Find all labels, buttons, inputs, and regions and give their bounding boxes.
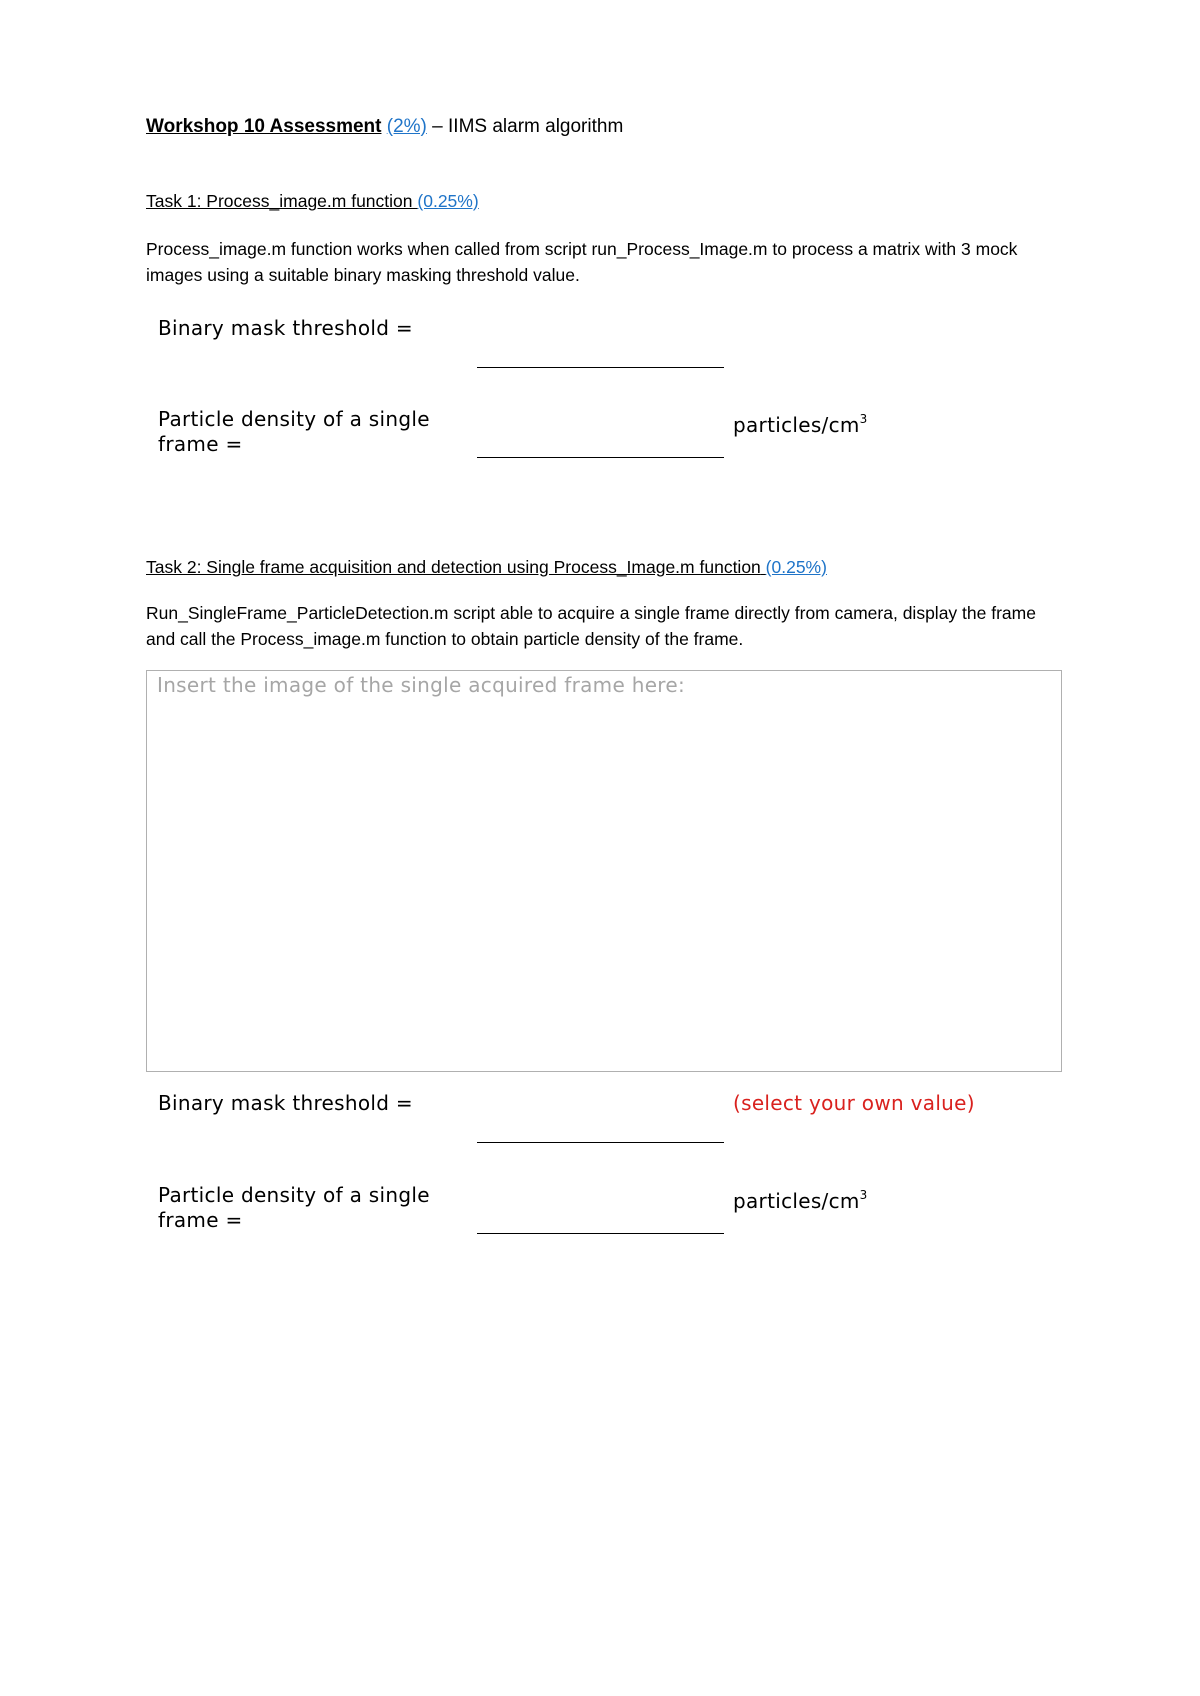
task2-density-unit <box>733 1183 868 1214</box>
task1-density-label: Particle density of a single frame = <box>158 407 430 456</box>
task1-density-unit <box>733 407 868 438</box>
document-title <box>146 116 623 138</box>
assessment-title: Workshop 10 Assessment <box>146 116 382 137</box>
image-placeholder-text: Insert the image of the single acquired frame here: <box>157 673 686 697</box>
image-insert-box[interactable] <box>146 670 1062 1072</box>
task2-unit-exponent: 3 <box>859 1188 868 1202</box>
task2-density-field[interactable] <box>477 1233 724 1234</box>
task2-threshold-field[interactable] <box>477 1142 724 1143</box>
assessment-subtitle: IIMS alarm algorithm <box>448 116 624 137</box>
task2-density-label: Particle density of a single frame = <box>158 1183 430 1232</box>
task1-density-field[interactable] <box>477 457 724 458</box>
task1-threshold-label: Binary mask threshold = <box>158 316 413 340</box>
task2-heading-text: Task 2: Single frame acquisition and detection using Process_Image.m function <box>146 557 761 577</box>
task2-unit-text: particles/cm <box>733 1189 860 1213</box>
task2-weight: (0.25%) <box>765 557 827 577</box>
task1-unit-exponent: 3 <box>859 412 868 426</box>
task2-threshold-label: Binary mask threshold = <box>158 1091 413 1115</box>
task2-heading <box>146 557 827 578</box>
task2-description: Run_SingleFrame_ParticleDetection.m script able to acquire a single frame directly from camera, display the frame and call the Process_image.m function to obtain particle density of the frame. <box>146 603 1036 649</box>
task1-unit-text: particles/cm <box>733 413 860 437</box>
task1-heading-text: Task 1: Process_image.m function <box>146 191 413 211</box>
title-separator: – <box>426 116 449 137</box>
task1-threshold-field[interactable] <box>477 367 724 368</box>
task1-description: Process_image.m function works when called from script run_Process_Image.m to process a matrix with 3 mock images using a suitable binary masking threshold value. <box>146 239 1018 285</box>
task1-heading <box>146 191 479 212</box>
task1-weight: (0.25%) <box>417 191 479 211</box>
task2-threshold-note: (select your own value) <box>733 1091 975 1115</box>
assessment-weight: (2%) <box>386 116 427 137</box>
